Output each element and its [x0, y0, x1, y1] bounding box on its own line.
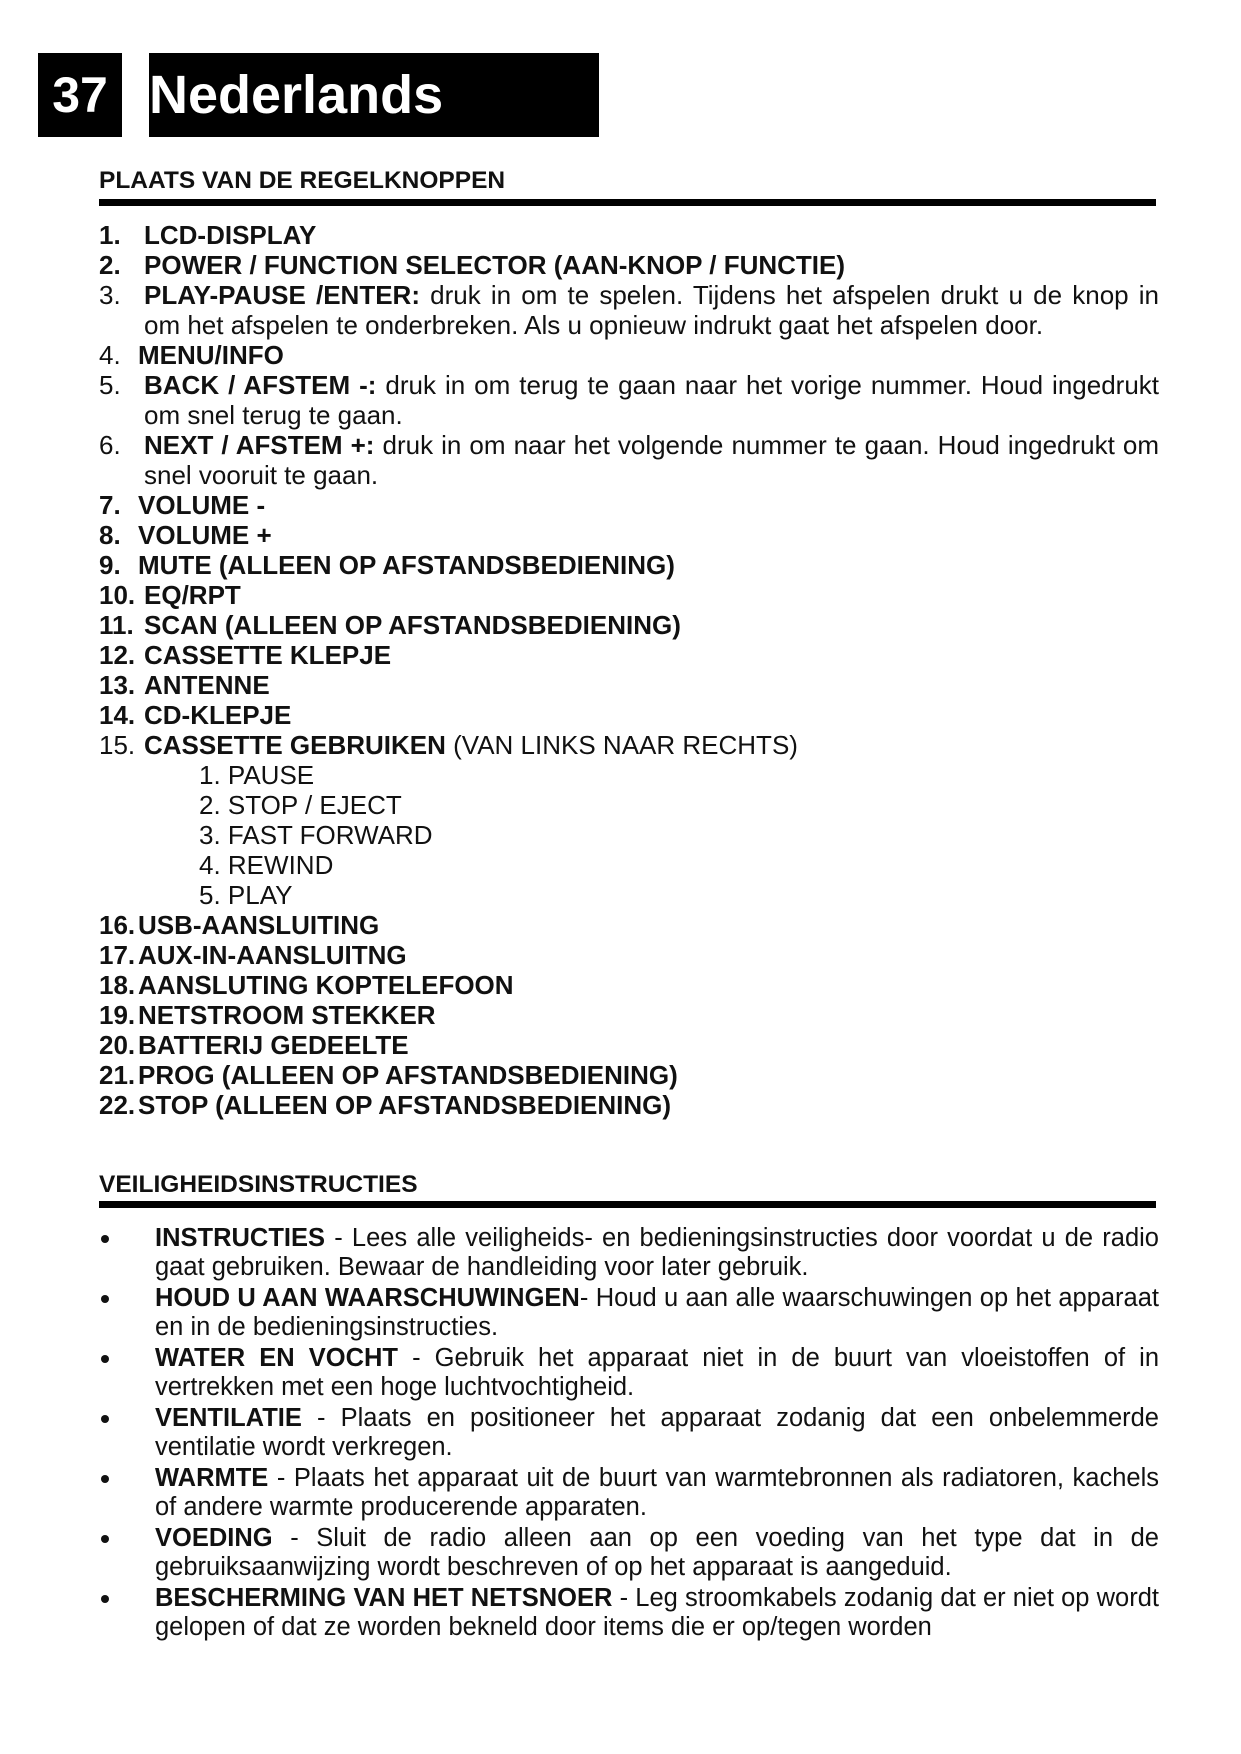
bullet-icon [101, 1535, 109, 1543]
safety-heading: VEILIGHEIDSINSTRUCTIES [99, 1171, 418, 1198]
safety-item: WATER EN VOCHT - Gebruik het apparaat niet in de buurt van vloeistoffen of in vertrekken met een hoge luchtvochtigheid. [99, 1344, 1159, 1402]
safety-item: BESCHERMING VAN HET NETSNOER - Leg stroomkabels zodanig dat er niet op wordt gelopen of dat ze worden bekneld door items die er op/tegen worden [99, 1584, 1159, 1642]
safety-item: VOEDING - Sluit de radio alleen aan op een voeding van het type dat in de gebruiksaanwijzing wordt beschreven of op het apparaat is aangeduid. [99, 1524, 1159, 1582]
list-item: 11. SCAN (ALLEEN OP AFSTANDSBEDIENING) [99, 610, 681, 640]
list-item: 6. NEXT / AFSTEM +: druk in om naar het volgende nummer te gaan. Houd ingedrukt om snel vooruit te gaan. [99, 430, 1159, 490]
list-item: 3. PLAY-PAUSE /ENTER: druk in om te spelen. Tijdens het afspelen drukt u de knop in om het afspelen te onderbreken. Als u opnieuw indrukt gaat het afspelen door. [99, 280, 1159, 340]
bullet-icon [101, 1475, 109, 1483]
list-item: 13. ANTENNE [99, 670, 270, 700]
safety-item: INSTRUCTIES - Lees alle veiligheids- en bedieningsinstructies door voordat u de radio gaat gebruiken. Bewaar de handleiding voor later gebruik. [99, 1224, 1159, 1282]
controls-heading: PLAATS VAN DE REGELKNOPPEN [99, 167, 506, 194]
bullet-icon [101, 1355, 109, 1363]
safety-item: WARMTE - Plaats het apparaat uit de buurt van warmtebronnen als radiatoren, kachels of andere warmte producerende apparaten. [99, 1464, 1159, 1522]
cassette-sub-item: 1. PAUSE [199, 760, 315, 790]
cassette-sub-item: 3. FAST FORWARD [199, 820, 433, 850]
list-item: 15. CASSETTE GEBRUIKEN (VAN LINKS NAAR RECHTS) [99, 730, 798, 760]
list-item: 9. MUTE (ALLEEN OP AFSTANDSBEDIENING) [99, 550, 675, 580]
bullet-icon [101, 1595, 109, 1603]
cassette-sub-item: 2. STOP / EJECT [199, 790, 402, 820]
list-item: 2. POWER / FUNCTION SELECTOR (AAN-KNOP / FUNCTIE) [99, 250, 846, 280]
safety-heading-rule [99, 1201, 1156, 1208]
bullet-icon [101, 1295, 109, 1303]
bullet-icon [101, 1415, 109, 1423]
list-item: 7. VOLUME - [99, 490, 266, 520]
list-item: 22. STOP (ALLEEN OP AFSTANDSBEDIENING) [99, 1090, 672, 1120]
safety-item: HOUD U AAN WAARSCHUWINGEN- Houd u aan alle waarschuwingen op het apparaat en in de bedieningsinstructies. [99, 1284, 1159, 1342]
list-item: 4. MENU/INFO [99, 340, 284, 370]
list-item: 1. LCD-DISPLAY [99, 220, 317, 250]
bullet-icon [101, 1235, 109, 1243]
list-item: 12. CASSETTE KLEPJE [99, 640, 392, 670]
list-item: 18. AANSLUTING KOPTELEFOON [99, 970, 514, 1000]
list-item: 8. VOLUME + [99, 520, 272, 550]
cassette-sub-item: 5. PLAY [199, 880, 293, 910]
list-item: 10. EQ/RPT [99, 580, 241, 610]
list-item: 21. PROG (ALLEEN OP AFSTANDSBEDIENING) [99, 1060, 678, 1090]
safety-list [99, 1224, 1159, 1644]
list-item: 14. CD-KLEPJE [99, 700, 292, 730]
safety-item: VENTILATIE - Plaats en positioneer het apparaat zodanig dat een onbelemmerde ventilatie wordt verkregen. [99, 1404, 1159, 1462]
controls-heading-rule [99, 199, 1156, 206]
list-item: 20. BATTERIJ GEDEELTE [99, 1030, 409, 1060]
list-item: 16. USB-AANSLUITING [99, 910, 380, 940]
list-item: 17. AUX-IN-AANSLUITNG [99, 940, 407, 970]
list-item: 5. BACK / AFSTEM -: druk in om terug te gaan naar het vorige nummer. Houd ingedrukt om snel terug te gaan. [99, 370, 1160, 430]
controls-list [99, 220, 1159, 1120]
cassette-sub-item: 4. REWIND [199, 850, 334, 880]
page-title: Nederlands [149, 53, 599, 137]
page-number: 37 [38, 53, 122, 137]
list-item: 19. NETSTROOM STEKKER [99, 1000, 436, 1030]
